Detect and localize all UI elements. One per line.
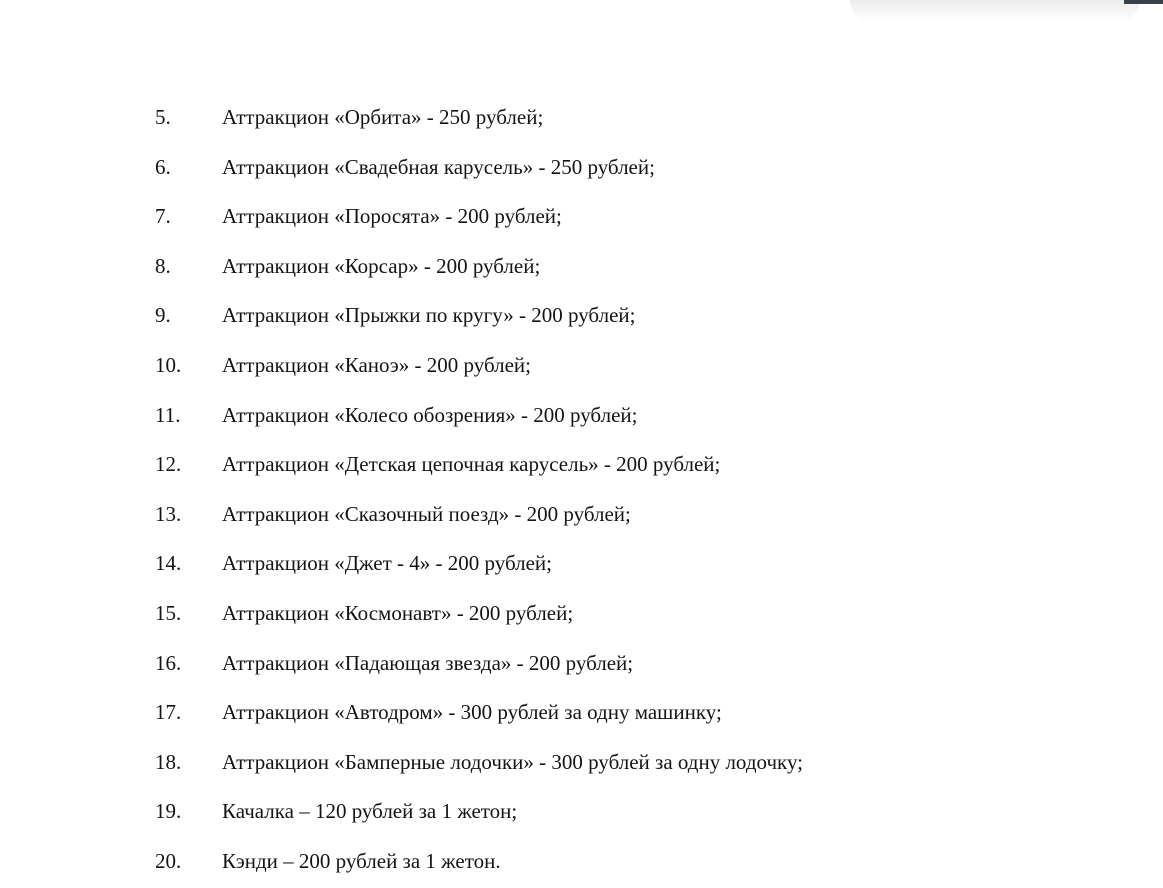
item-text: Аттракцион «Орбита» - 250 рублей; <box>222 105 544 129</box>
list-item <box>0 846 1163 888</box>
item-number: 7. <box>155 204 171 229</box>
item-text: Аттракцион «Поросята» - 200 рублей; <box>222 204 562 229</box>
list-item <box>0 152 1163 202</box>
item-text: Аттракцион «Падающая звезда» - 200 рублей; <box>222 650 634 675</box>
item-text: Аттракцион «Каноэ» - 200 рублей; <box>222 352 532 377</box>
item-number: 20. <box>155 848 182 873</box>
item-text: Аттракцион «Космонавт» - 200 рублей; <box>222 600 574 625</box>
item-number: 6. <box>155 154 171 179</box>
list-item <box>0 648 1163 698</box>
list-item <box>0 598 1163 648</box>
list-item <box>0 697 1163 747</box>
item-text: Аттракцион «Джет - 4» - 200 рублей; <box>222 551 552 576</box>
item-text: Аттракцион «Корсар» - 200 рублей; <box>222 253 541 278</box>
list-item <box>0 449 1163 499</box>
item-number: 11. <box>155 402 181 427</box>
list-item <box>0 499 1163 549</box>
item-number: 5. <box>155 105 171 129</box>
item-text: Аттракцион «Автодром» - 300 рублей за одну машинку; <box>222 700 722 725</box>
list-item <box>0 251 1163 301</box>
list-item <box>0 350 1163 400</box>
item-number: 18. <box>155 749 182 774</box>
item-number: 15. <box>155 600 182 625</box>
item-number: 9. <box>155 303 171 328</box>
item-number: 10. <box>155 352 182 377</box>
item-text: Аттракцион «Колесо обозрения» - 200 рублей; <box>222 402 638 427</box>
scan-shadow <box>850 0 1140 22</box>
list-item <box>0 796 1163 846</box>
item-number: 8. <box>155 253 171 278</box>
list-item <box>0 548 1163 598</box>
list-item <box>0 201 1163 251</box>
item-text: Аттракцион «Свадебная карусель» - 250 рублей; <box>222 154 655 179</box>
list-item <box>0 102 1163 152</box>
item-text: Кэнди – 200 рублей за 1 жетон. <box>222 848 501 873</box>
item-text: Аттракцион «Детская цепочная карусель» - 200 рублей; <box>222 452 721 477</box>
item-number: 19. <box>155 799 182 824</box>
list-item <box>0 747 1163 797</box>
list-item <box>0 400 1163 450</box>
scan-edge <box>1124 0 1163 4</box>
item-number: 13. <box>155 501 182 526</box>
item-text: Аттракцион «Прыжки по кругу» - 200 рублей; <box>222 303 636 328</box>
item-number: 14. <box>155 551 182 576</box>
item-text: Аттракцион «Бамперные лодочки» - 300 рублей за одну лодочку; <box>222 749 803 774</box>
item-number: 12. <box>155 452 182 477</box>
price-list <box>0 102 1163 888</box>
item-number: 16. <box>155 650 182 675</box>
item-text: Аттракцион «Сказочный поезд» - 200 рублей; <box>222 501 631 526</box>
item-number: 17. <box>155 700 182 725</box>
item-text: Качалка – 120 рублей за 1 жетон; <box>222 799 518 824</box>
list-item <box>0 300 1163 350</box>
